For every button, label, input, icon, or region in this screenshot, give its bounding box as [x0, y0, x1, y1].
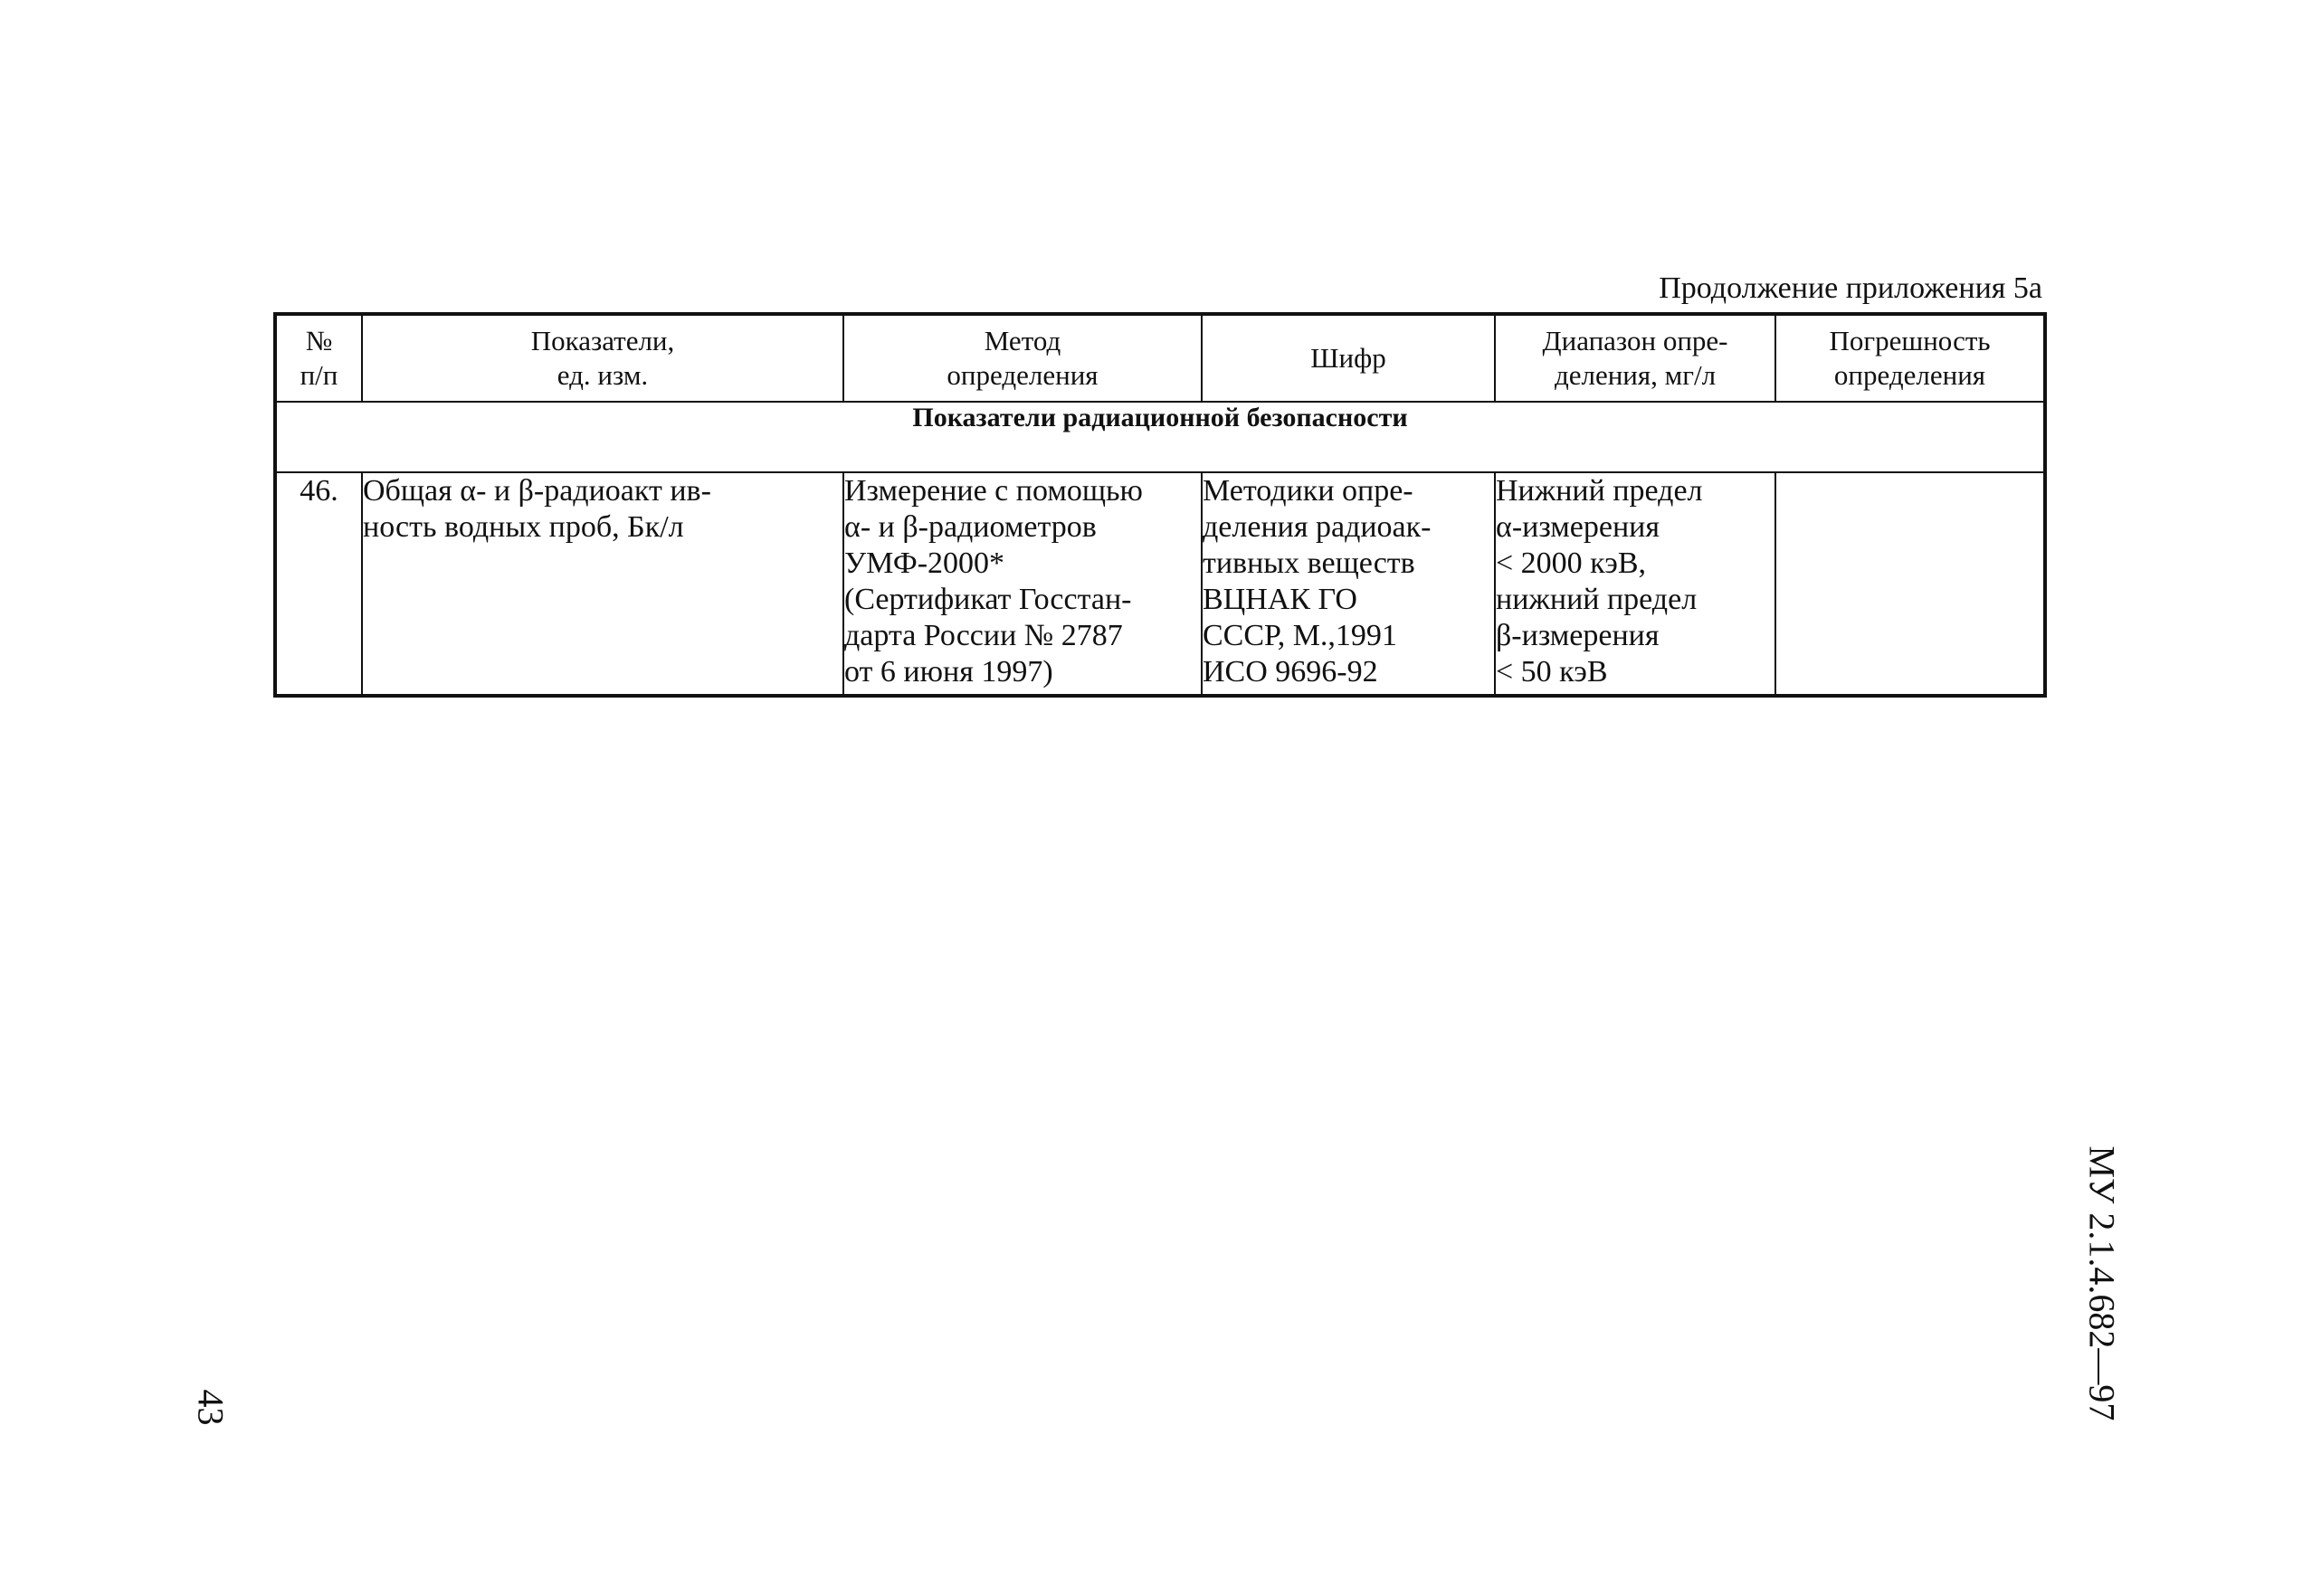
row-number: 46. [275, 472, 362, 696]
document-code: МУ 2.1.4.682—97 [2081, 1145, 2123, 1421]
section-title: Показатели радиационной безопасности [275, 402, 2045, 472]
row-range: Нижний предел α-измерения < 2000 кэВ, нижний предел β-измерения < 50 кэВ [1495, 472, 1775, 696]
row-code: Методики опре- деления радиоак- тивных веществ ВЦНАК ГО СССР, М.,1991 ИСО 9696-92 [1202, 472, 1495, 696]
header-code: Шифр [1202, 314, 1495, 402]
header-range: Диапазон опре- деления, мг/л [1495, 314, 1775, 402]
continuation-label: Продолжение приложения 5а [1659, 271, 2042, 305]
indicators-table [273, 312, 2047, 698]
row-indicator: Общая α- и β-радиоакт ив- ность водных проб, Бк/л [362, 472, 843, 696]
header-number: № п/п [275, 314, 362, 402]
section-row [275, 402, 2045, 472]
table-row [275, 472, 2045, 696]
header-method: Метод определения [843, 314, 1202, 402]
row-error [1775, 472, 2045, 696]
header-indicator: Показатели, ед. изм. [362, 314, 843, 402]
page-number: 43 [190, 1389, 232, 1426]
header-error: Погрешность определения [1775, 314, 2045, 402]
table-header-row [275, 314, 2045, 402]
row-method: Измерение с помощью α- и β-радиометров УМФ-2000* (Сертификат Госстан- дарта России № 2787 от 6 июня 1997) [843, 472, 1202, 696]
